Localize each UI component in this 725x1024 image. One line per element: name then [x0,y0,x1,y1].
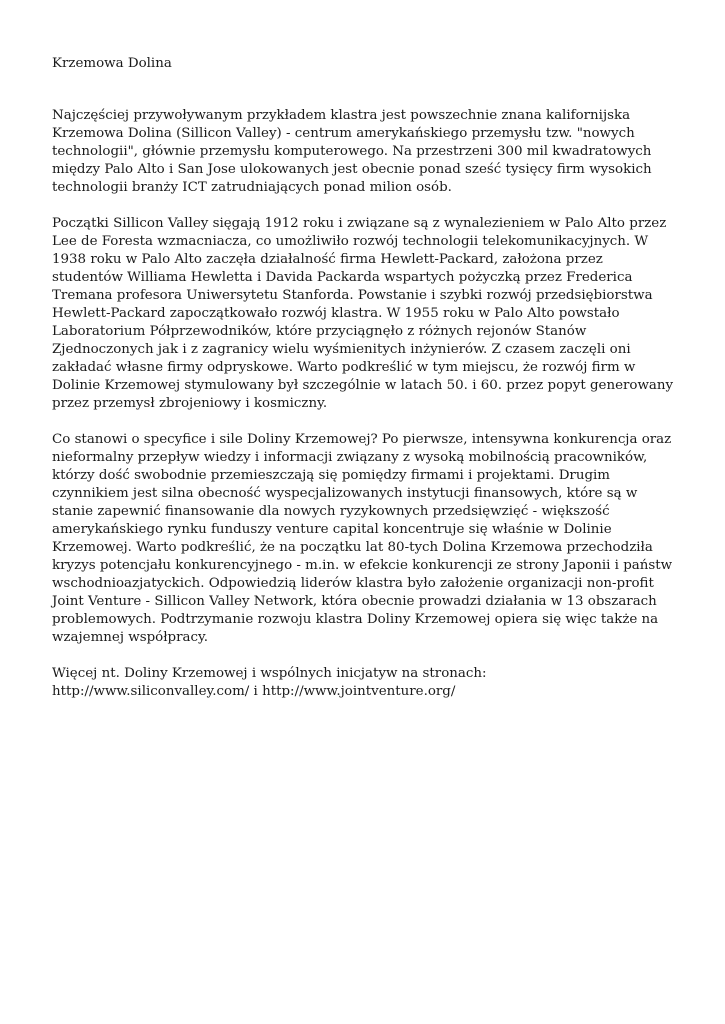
document-title: Krzemowa Dolina [52,56,172,71]
paragraph-intro: Najczęściej przywoływanym przykładem klastra jest powszechnie znana kalifornijska Krzemowa Dolina (Sillicon Valley) - centrum amerykańskiego przemysłu tzw. "nowych technologii", głównie przemysłu komputerowego. Na przestrzeni 300 mil kwadratowych między Palo Alto i San Jose ulokowanych jest obecnie ponad sześć tysięcy firm wysokich technologii branży ICT zatrudniających ponad milion osób. [52,108,652,195]
paragraph-links: Więcej nt. Doliny Krzemowej i wspólnych inicjatyw na stronach: http://www.siliconvalley.com/ i http://www.jointventure.org/ [52,666,487,699]
paragraph-specifics: Co stanowi o specyfice i sile Doliny Krzemowej? Po pierwsze, intensywna konkurencja oraz nieformalny przepływ wiedzy i informacji związany z wysoką mobilnością pracowników, którzy dość swobodnie przemieszczają się pomiędzy firmami i projektami. Drugim czynnikiem jest silna obecność wyspecjalizowanych instytucji finansowych, które są w stanie zapewnić finansowanie dla nowych ryzykownych przedsięwzięć - większość amerykańskiego rynku funduszy venture capital koncentruje się właśnie w Dolinie Krzemowej. Warto podkreślić, że na początku lat 80-tych Dolina Krzemowa przechodziła kryzys potencjału konkurencyjnego - m.in. w efekcie konkurencji ze strony Japonii i państw wschodnioazjatyckich. Odpowiedzią liderów klastra było założenie organizacji non-profit Joint Venture - Sillicon Valley Network, która obecnie prowadzi działania w 13 obszarach problemowych. Podtrzymanie rozwoju klastra Doliny Krzemowej opiera się więc także na wzajemnej współpracy. [52,432,673,645]
paragraph-history: Początki Sillicon Valley sięgają 1912 roku i związane są z wynalezieniem w Palo Alto przez Lee de Foresta wzmacniacza, co umożliwiło rozwój technologii telekomunikacyjnych. W 1938 roku w Palo Alto zaczęła działalność firma Hewlett-Packard, założona przez studentów Williama Hewletta i Davida Packarda wspartych pożyczką przez Frederica Tremana profesora Uniwersytetu Stanforda. Powstanie i szybki rozwój przedsiębiorstwa Hewlett-Packard zapoczątkowało rozwój klastra. W 1955 roku w Palo Alto powstało Laboratorium Półprzewodników, które przyciągnęło z różnych rejonów Stanów Zjednoczonych jak i z zagranicy wielu wyśmienitych inżynierów. Z czasem zaczęli oni zakładać własne firmy odpryskowe. Warto podkreślić w tym miejscu, że rozwój firm w Dolinie Krzemowej stymulowany był szczególnie w latach 50. i 60. przez popyt generowany przez przemysł zbrojeniowy i kosmiczny. [52,216,674,411]
document-page [52,55,676,719]
